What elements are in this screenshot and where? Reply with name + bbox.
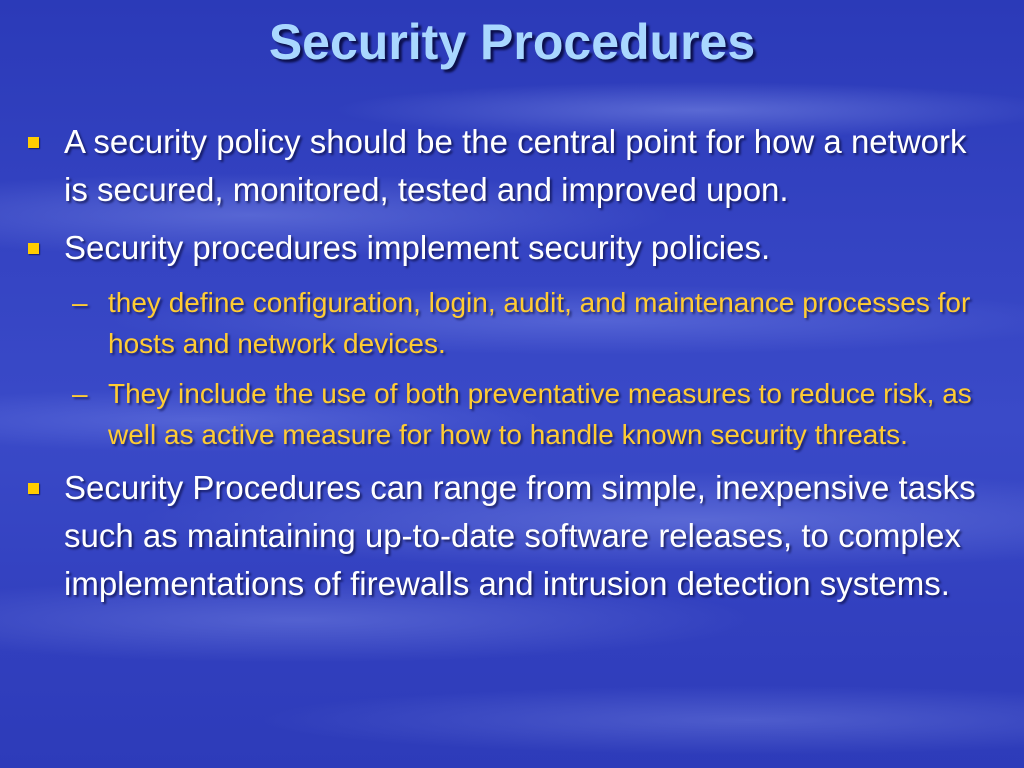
sub-bullet-item	[26, 373, 986, 455]
sub-bullet-text: they define configuration, login, audit, and maintenance processes for hosts and network devices.	[108, 287, 971, 359]
sub-bullet-text: They include the use of both preventative measures to reduce risk, as well as active measure for how to handle known security threats.	[108, 378, 972, 450]
dash-bullet-icon: –	[72, 378, 88, 409]
sub-bullet-item	[26, 282, 986, 364]
bullet-item	[26, 118, 986, 214]
square-bullet-icon	[28, 243, 39, 254]
square-bullet-icon	[28, 483, 39, 494]
bullet-text: A security policy should be the central point for how a network is secured, monitored, tested and improved upon.	[64, 123, 967, 208]
bullet-text: Security procedures implement security policies.	[64, 229, 771, 266]
square-bullet-icon	[28, 137, 39, 148]
bullet-item	[26, 464, 986, 608]
bullet-text: Security Procedures can range from simple, inexpensive tasks such as maintaining up-to-date software releases, to complex implementations of firewalls and intrusion detection systems.	[64, 469, 976, 602]
bullet-item	[26, 224, 986, 272]
slide-title: Security Procedures	[268, 14, 756, 70]
dash-bullet-icon: –	[72, 287, 88, 318]
bullet-list	[26, 118, 986, 618]
